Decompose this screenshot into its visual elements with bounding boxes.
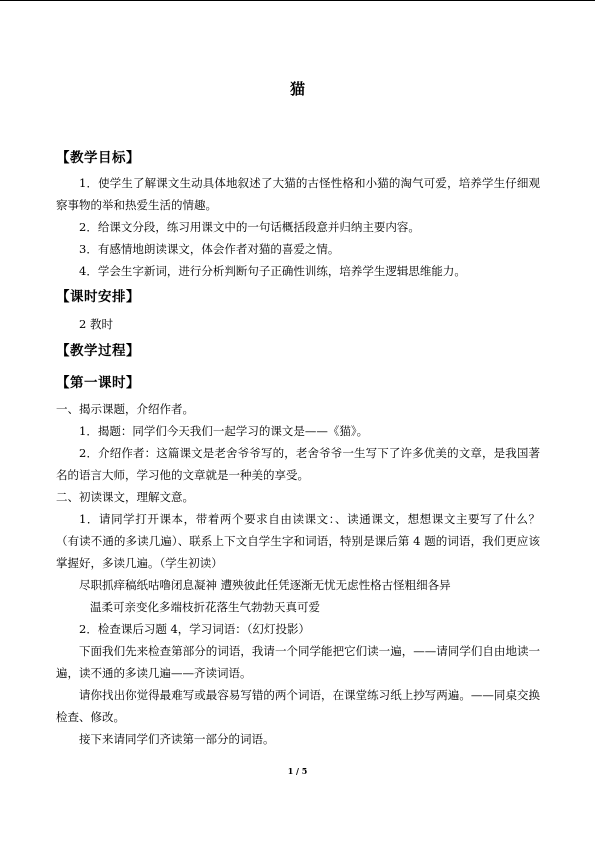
goal-item-4: 4．学会生字新词，进行分析判断句子正确性训练，培养学生逻辑思维能力。 <box>79 264 466 278</box>
step2-item-1: 1．请同学打开课本，带着两个要求自由读课文：、读通课文，想想课文主要写了什么？（有读不通的多读几遍）、联系上下文自学生字和词语，特别是课后第 4 题的词语，我们更应该掌握好，多读几遍。（学生初读） <box>56 512 540 570</box>
goal-item-2: 2．给课文分段，练习用课文中的一句话概括段意并归纳主要内容。 <box>79 220 420 234</box>
paragraph-read-together: 接下来请同学们齐读第一部分的词语。 <box>79 732 275 746</box>
step2-heading: 二、初读课文，理解文意。 <box>56 490 194 504</box>
schedule-text: 2 教时 <box>79 317 113 331</box>
paragraph-copy-words: 请你找出你觉得最难写或最容易写错的两个词语，在课堂练习纸上抄写两遍。——同桌交换检查、修改。 <box>56 688 540 724</box>
step2-item-2: 2．检查课后习题 4，学习词语：（幻灯投影） <box>79 622 311 636</box>
step1-item-2: 2．介绍作者：这篇课文是老舍爷爷写的，老舍爷爷一生写下了许多优美的文章，是我国著名的语言大师，学习他的文章就是一种美的享受。 <box>56 446 540 482</box>
section-heading-goals: 【教学目标】 <box>56 150 140 166</box>
vocabulary-line-2: 温柔可亲变化多端枝折花落生气勃勃天真可爱 <box>90 600 320 614</box>
page-number: 1 / 5 <box>287 766 308 776</box>
vocabulary-line-1: 尽职抓痒稿纸咕噜闭息凝神 遭殃彼此任凭逐渐无忧无虑性格古怪粗细各异 <box>79 578 451 592</box>
step1-heading: 一、揭示课题，介绍作者。 <box>56 402 194 416</box>
step1-item-1: 1．揭题：同学们今天我们一起学习的课文是——《猫》。 <box>79 424 369 438</box>
goal-item-1: 1．使学生了解课文生动具体地叙述了大猫的古怪性格和小猫的淘气可爱，培养学生仔细观察事物的举和热爱生活的情趣。 <box>56 176 540 212</box>
header-rule <box>0 0 595 1</box>
paragraph-check-words: 下面我们先来检查第部分的词语，我请一个同学能把它们读一遍，——请同学们自由地读一遍，读不通的多读几遍——齐读词语。 <box>56 644 540 680</box>
document-title: 猫 <box>289 80 305 98</box>
section-heading-schedule: 【课时安排】 <box>56 289 140 305</box>
section-heading-lesson1: 【第一课时】 <box>56 375 140 391</box>
goal-item-3: 3．有感情地朗读课文，体会作者对猫的喜爱之情。 <box>79 242 340 256</box>
section-heading-process: 【教学过程】 <box>56 343 140 359</box>
